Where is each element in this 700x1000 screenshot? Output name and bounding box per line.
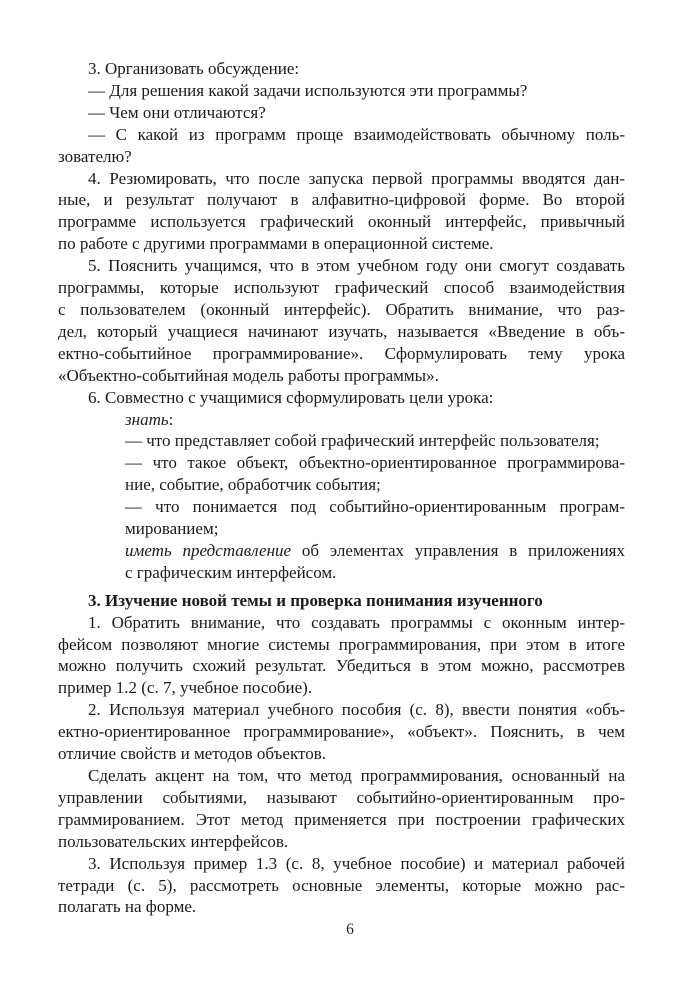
- text-line: с графическим интерфейсом.: [125, 562, 337, 582]
- paragraph-question-2: [58, 102, 625, 124]
- text-line: 3. Организовать обсуждение:: [88, 59, 300, 78]
- text-line: «Объектно-событийная модель работы программы».: [58, 365, 439, 385]
- text-line: — что понимается под событийно-ориентированным програм-: [125, 497, 625, 517]
- text-line: зователю?: [58, 146, 132, 166]
- text-line: 1. Обратить внимание, что создавать программы с оконным интер-: [88, 612, 625, 632]
- paragraph-item-5: [58, 255, 625, 386]
- paragraph-discussion: [58, 58, 625, 80]
- text-line: 3. Используя пример 1.3 (с. 8, учебное пособие) и материал рабочей: [88, 853, 625, 873]
- text-line: знать:: [125, 409, 174, 429]
- page-number: 6: [346, 921, 354, 938]
- text-line: 6. Совместно с учащимися сформулировать цели урока:: [88, 387, 494, 407]
- text-line: программе используется графический оконный интерфейс, привычный: [58, 212, 625, 232]
- text-line: ные, и результат получают в алфавитно-цифровой форме. Во второй: [58, 190, 625, 210]
- text-line: отличие свойств и методов объектов.: [58, 744, 326, 764]
- text-line: иметь представление об элементах управления в приложениях: [125, 540, 625, 560]
- paragraph-study-3: [58, 853, 625, 919]
- text-line: 4. Резюмировать, что после запуска первой программы вводятся дан-: [88, 168, 625, 188]
- text-line: 5. Пояснить учащимся, что в этом учебном году они смогут создавать: [88, 256, 625, 276]
- text-line: граммированием. Этот метод применяется при построении графических: [58, 809, 625, 829]
- text-line: фейсом позволяют многие системы программирования, при этом в итоге: [58, 634, 625, 654]
- text-line: пример 1.2 (с. 7, учебное пособие).: [58, 678, 313, 698]
- goal-item-2: [125, 452, 625, 496]
- paragraph-item-4: [58, 168, 625, 256]
- text-line: — что представляет собой графический интерфейс пользователя;: [125, 431, 600, 451]
- text-line: полагать на форме.: [58, 897, 197, 917]
- goal-item-3: [125, 496, 625, 540]
- text-line: 2. Используя материал учебного пособия (с. 8), ввести понятия «объ-: [88, 700, 625, 720]
- document-body: [58, 58, 625, 918]
- text-line: ектно-ориентированное программирование», «объект». Пояснить, в чем: [58, 722, 625, 742]
- paragraph-question-3: [58, 124, 625, 168]
- text-line: — Чем они отличаются?: [88, 102, 266, 122]
- paragraph-study-accent: [58, 765, 625, 853]
- paragraph-item-6: [58, 387, 625, 409]
- text-line: дел, который учащиеся начинают изучать, называется «Введение в объ-: [58, 321, 625, 341]
- text-line: с пользователем (оконный интерфейс). Обратить внимание, что раз-: [58, 299, 625, 319]
- goal-item-1: [125, 430, 625, 452]
- text-line: программы, которые используют графический способ взаимодействия: [58, 278, 625, 298]
- text-line: тетради (с. 5), рассмотреть основные элементы, которые можно рас-: [58, 875, 625, 895]
- text-line: мированием;: [125, 519, 219, 539]
- text-line: управлении событиями, называют событийно-ориентированным про-: [58, 787, 625, 807]
- section-heading: [58, 590, 625, 612]
- text-line: Сделать акцент на том, что метод программирования, основанный на: [88, 766, 625, 785]
- goal-know-label: [125, 409, 625, 431]
- paragraph-question-1: [58, 80, 625, 102]
- text-line: — С какой из программ проще взаимодействовать обычному поль-: [88, 124, 625, 144]
- text-line: пользовательских интерфейсов.: [58, 831, 289, 851]
- text-line: ектно-событийное программирование». Сформулировать тему урока: [58, 343, 625, 363]
- text-line: ние, событие, обработчик события;: [125, 475, 381, 495]
- text-line: можно получить схожий результат. Убедиться в этом можно, рассмотрев: [58, 656, 625, 676]
- text-line: — Для решения какой задачи используются эти программы?: [88, 80, 528, 100]
- paragraph-study-2: [58, 699, 625, 765]
- goal-have-idea: [125, 540, 625, 584]
- text-line: по работе с другими программами в операционной системе.: [58, 234, 494, 254]
- paragraph-study-1: [58, 612, 625, 700]
- text-line: — что такое объект, объектно-ориентированное программирова-: [125, 453, 625, 473]
- text-line: 3. Изучение новой темы и проверка понимания изученного: [88, 590, 543, 610]
